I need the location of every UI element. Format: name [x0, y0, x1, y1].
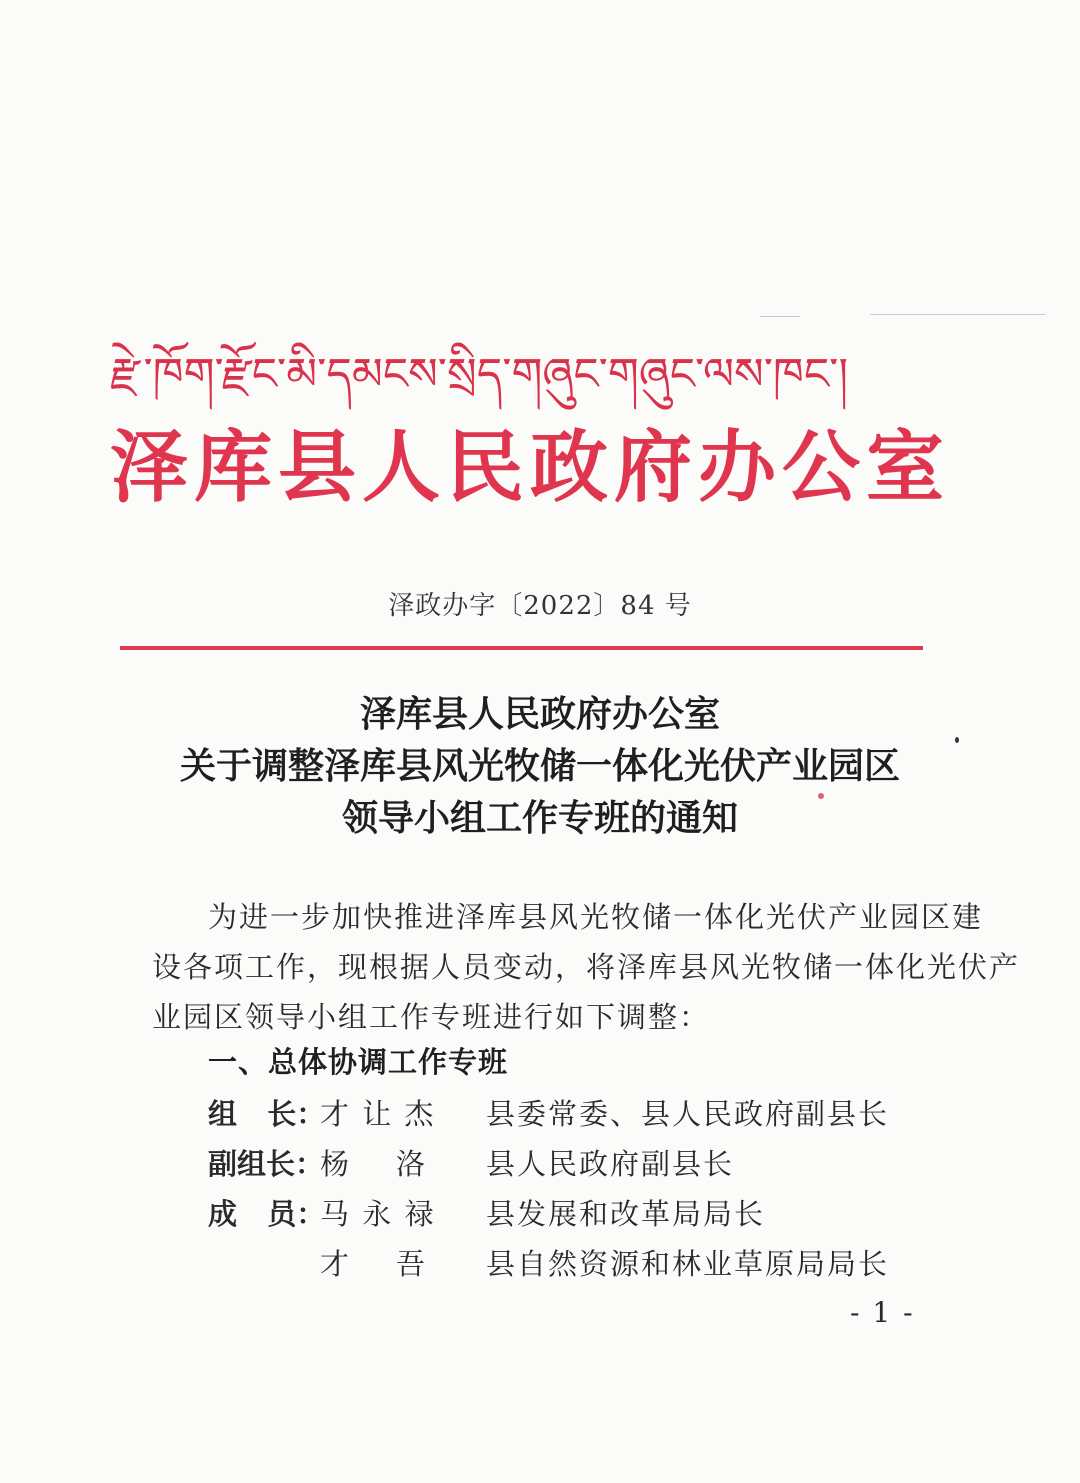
body-paragraph-line-3: 业园区领导小组工作专班进行如下调整：	[152, 1000, 711, 1034]
member-row	[208, 1190, 968, 1238]
tibetan-org-name: རྫེ་ཁོག་རྫོང་མི་དམངས་སྲིད་གཞུང་གཞུང་ལས་ཁང་།	[110, 349, 849, 400]
member-position: 县自然资源和林业草原局局长	[486, 1247, 890, 1281]
red-separator-line	[120, 646, 923, 650]
scan-line	[870, 314, 1045, 315]
member-name: 才 让 杰	[320, 1097, 436, 1131]
member-role: 副组长：	[208, 1147, 325, 1181]
member-position: 县人民政府副县长	[486, 1147, 735, 1181]
member-role: 组 长：	[208, 1097, 326, 1131]
document-number: 泽政办字〔2022〕84 号	[388, 591, 692, 621]
member-row	[208, 1090, 968, 1138]
member-name: 才 吾	[320, 1247, 427, 1281]
member-role: 成 员：	[208, 1197, 326, 1231]
member-position: 县委常委、县人民政府副县长	[486, 1097, 890, 1131]
member-row	[208, 1140, 968, 1188]
section-heading: 一、总体协调工作专班	[208, 1045, 509, 1079]
speck	[818, 793, 824, 799]
speck	[955, 737, 959, 743]
member-name: 马 永 禄	[320, 1197, 436, 1231]
notice-title-line-1: 泽库县人民政府办公室	[359, 694, 720, 735]
body-paragraph-line-2: 设各项工作，现根据人员变动，将泽库县风光牧储一体化光伏产	[152, 950, 1021, 984]
member-position: 县发展和改革局局长	[486, 1197, 766, 1231]
scan-line	[760, 316, 800, 317]
member-row	[208, 1240, 968, 1288]
notice-title-line-2: 关于调整泽库县风光牧储一体化光伏产业园区	[179, 746, 900, 787]
body-paragraph-line-1: 为进一步加快推进泽库县风光牧储一体化光伏产业园区建	[208, 900, 984, 934]
member-name: 杨 洛	[320, 1147, 427, 1181]
notice-title-line-3: 领导小组工作专班的通知	[341, 798, 738, 839]
page-number: - 1 -	[850, 1296, 915, 1329]
org-red-header: 泽库县人民政府办公室	[110, 423, 951, 513]
